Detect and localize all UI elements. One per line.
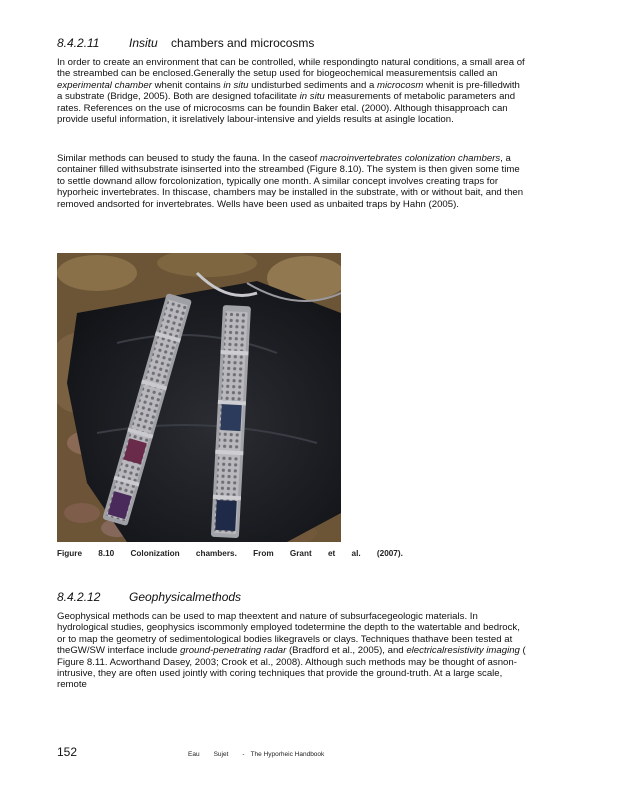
- section-title-italic: Insitu: [129, 36, 158, 50]
- text-run: In order to create an environment that can be controlled, while respondingto natural conditions, a small area of the streambed can be enclosed.Generally the setup used for biogeochemical measurementsis called an: [57, 57, 525, 80]
- footer-word: Eau: [188, 751, 200, 758]
- section-heading-geophysical: [57, 590, 241, 604]
- footer-dash: -: [242, 751, 245, 758]
- text-run: Geophysical methods can be used to map theextent and nature of subsurfacegeologic materials. In hydrological studies, geophysics iscommonly employed todetermine the depth to the watertable and bedrock, or to map the geometry of sedimentological bodies likegravels or clays. Techniques thathave been tested at theGW/SW interface include: [57, 611, 520, 657]
- italic-term: macroinvertebrates colonization chambers: [319, 153, 501, 164]
- footer-book-title: The Hyporheic Handbook: [250, 751, 325, 758]
- text-run: (Bradford et al., 2005), and: [286, 645, 407, 657]
- text-run: measurements of metabolic parameters and rates. References on the use of microcosms can be foundin Baker etal. (2000). Although thisapproach can provide useful information, it isrelatively labour-intensive and yields results at asingle location.: [57, 91, 516, 126]
- italic-term: in situ: [223, 79, 249, 91]
- text-run: , a container filled withsubstrate isinserted into the streambed (Figure 8.10). The system is then given some time to settle downand allow forcolonization, typically one month. A similar concept involves creating traps for hyporheic invertebrates. In thiscase, chambers may be installed in the substrate, with or without bait, and then removed andsorted for invertebrates. Wells have been used as unbaited traps by Hahn (2005).: [57, 153, 524, 210]
- text-run: ( Figure 8.11. Acworthand Dasey, 2003; Crook et al., 2008). Although such methods may be thought of asnon-intrusive, they are often used jointly with coring techniques that provide the ground-truth. At a large scale, remote: [57, 645, 526, 691]
- italic-term: electricalresistivity imaging: [406, 645, 520, 657]
- section-number: 8.4.2.12: [57, 590, 101, 604]
- running-footer: [188, 751, 338, 758]
- italic-term: in situ: [299, 91, 325, 103]
- text-run: undisturbed sediments and a: [248, 79, 377, 91]
- italic-term: microcosm: [377, 79, 424, 91]
- italic-term: ground-penetrating radar: [180, 645, 287, 657]
- page-number: 152: [57, 745, 78, 759]
- figure-caption: Figure 8.10 Colonization chambers. From Grant et al. (2007).: [57, 549, 403, 558]
- paragraph-chambers: [57, 57, 527, 125]
- section-heading-insitu: [57, 36, 314, 50]
- section-title: chambers and microcosms: [171, 36, 315, 50]
- text-run: whenit is pre-filledwith a substrate (Bridge, 2005). Both are designed tofacilitate: [57, 79, 520, 103]
- section-number: 8.4.2.11: [57, 36, 100, 50]
- text-run: whenit contains: [151, 79, 224, 91]
- footer-word: Sujet: [213, 751, 229, 758]
- paragraph-fauna: [57, 153, 527, 210]
- section-title-italic: Geophysicalmethods: [129, 590, 242, 604]
- text-run: Similar methods can beused to study the fauna. In the caseof: [57, 153, 320, 164]
- paragraph-geophysical: [57, 611, 527, 691]
- italic-term: experimental chamber: [57, 79, 152, 91]
- colonization-chambers-photo: [57, 253, 341, 542]
